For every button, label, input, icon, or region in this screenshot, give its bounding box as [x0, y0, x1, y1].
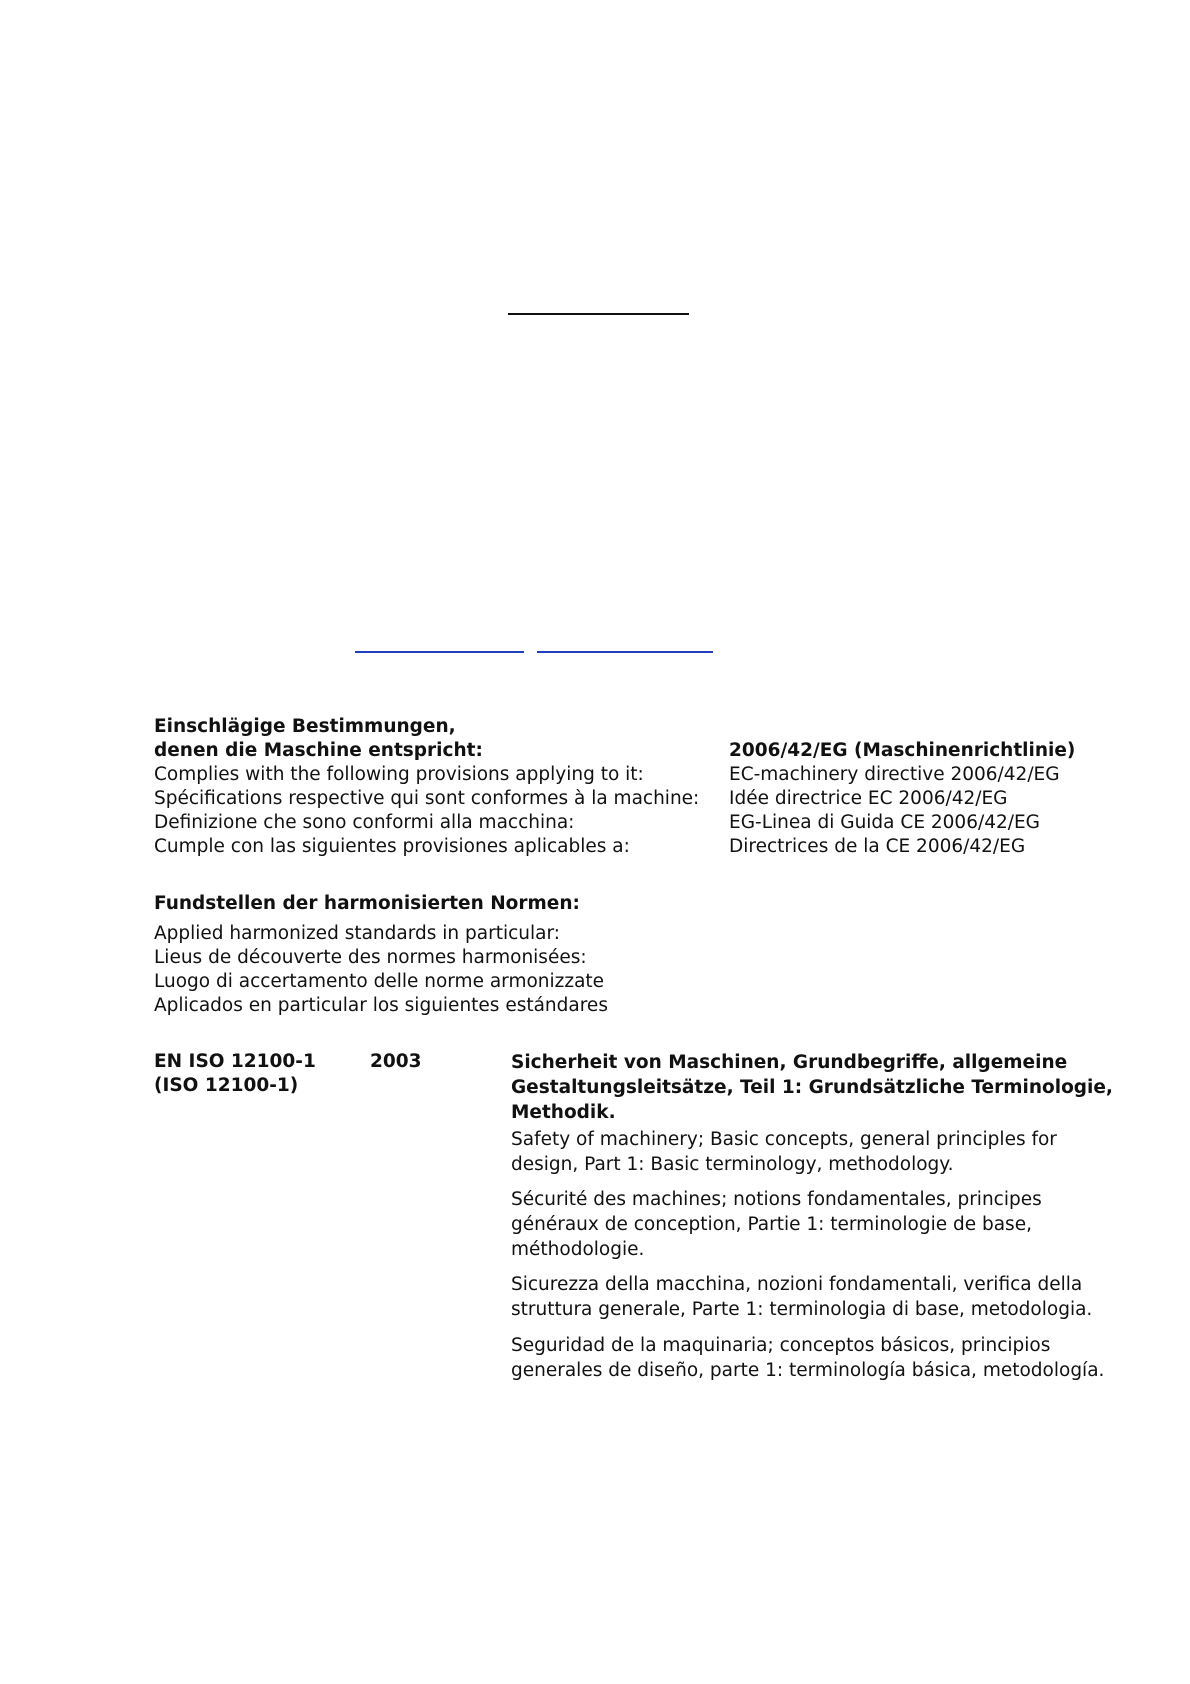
provision-value-it: EG-Linea di Guida CE 2006/42/EG	[729, 812, 1040, 833]
directive-heading: 2006/42/EG (Maschinenrichtlinie)	[729, 740, 1076, 761]
top-underline-rule	[508, 313, 689, 315]
standard-title-fr: Sécurité des machines; notions fondamentales, principes généraux de conception, Partie 1: terminologie de base, méthodologie.	[511, 1189, 1042, 1260]
standards-heading: Fundstellen der harmonisierten Normen:	[154, 893, 580, 914]
standard-title-it: Sicurezza della macchina, nozioni fondamentali, verifica della struttura generale, Parte 1: terminologia di base, metodologia.	[511, 1274, 1093, 1320]
provision-label-fr: Spécifications respective qui sont conformes à la machine:	[154, 788, 700, 809]
provision-value-fr: Idée directrice EC 2006/42/EG	[729, 788, 1008, 809]
standard-code: EN ISO 12100-1	[154, 1051, 316, 1072]
provision-label-it: Definizione che sono conformi alla macchina:	[154, 812, 575, 833]
provisions-heading-line1: Einschlägige Bestimmungen,	[154, 716, 456, 737]
provision-value-en: EC-machinery directive 2006/42/EG	[729, 764, 1060, 785]
standards-intro-es: Aplicados en particular los siguientes estándares	[154, 995, 608, 1016]
provision-value-es: Directrices de la CE 2006/42/EG	[729, 836, 1026, 857]
provision-label-en: Complies with the following provisions applying to it:	[154, 764, 644, 785]
provision-label-es: Cumple con las siguientes provisiones aplicables a:	[154, 836, 630, 857]
field-underline-left	[355, 651, 524, 653]
provisions-heading-line2: denen die Maschine entspricht:	[154, 740, 483, 761]
standards-intro-en: Applied harmonized standards in particular:	[154, 923, 560, 944]
standard-code-iso: (ISO 12100-1)	[154, 1075, 299, 1096]
standard-title-en: Safety of machinery; Basic concepts, general principles for design, Part 1: Basic terminology, methodology.	[511, 1129, 1057, 1175]
field-underline-right	[537, 651, 713, 653]
standards-intro-fr: Lieus de découverte des normes harmonisées:	[154, 947, 587, 968]
standards-intro-it: Luogo di accertamento delle norme armonizzate	[154, 971, 605, 992]
standard-title-es: Seguridad de la maquinaria; conceptos básicos, principios generales de diseño, parte 1: terminología básica, metodología.	[511, 1335, 1105, 1381]
standard-title-de: Sicherheit von Maschinen, Grundbegriffe, allgemeine Gestaltungsleitsätze, Teil 1: Grundsätzliche Terminologie, Methodik.	[511, 1052, 1113, 1123]
standard-year: 2003	[370, 1051, 422, 1072]
